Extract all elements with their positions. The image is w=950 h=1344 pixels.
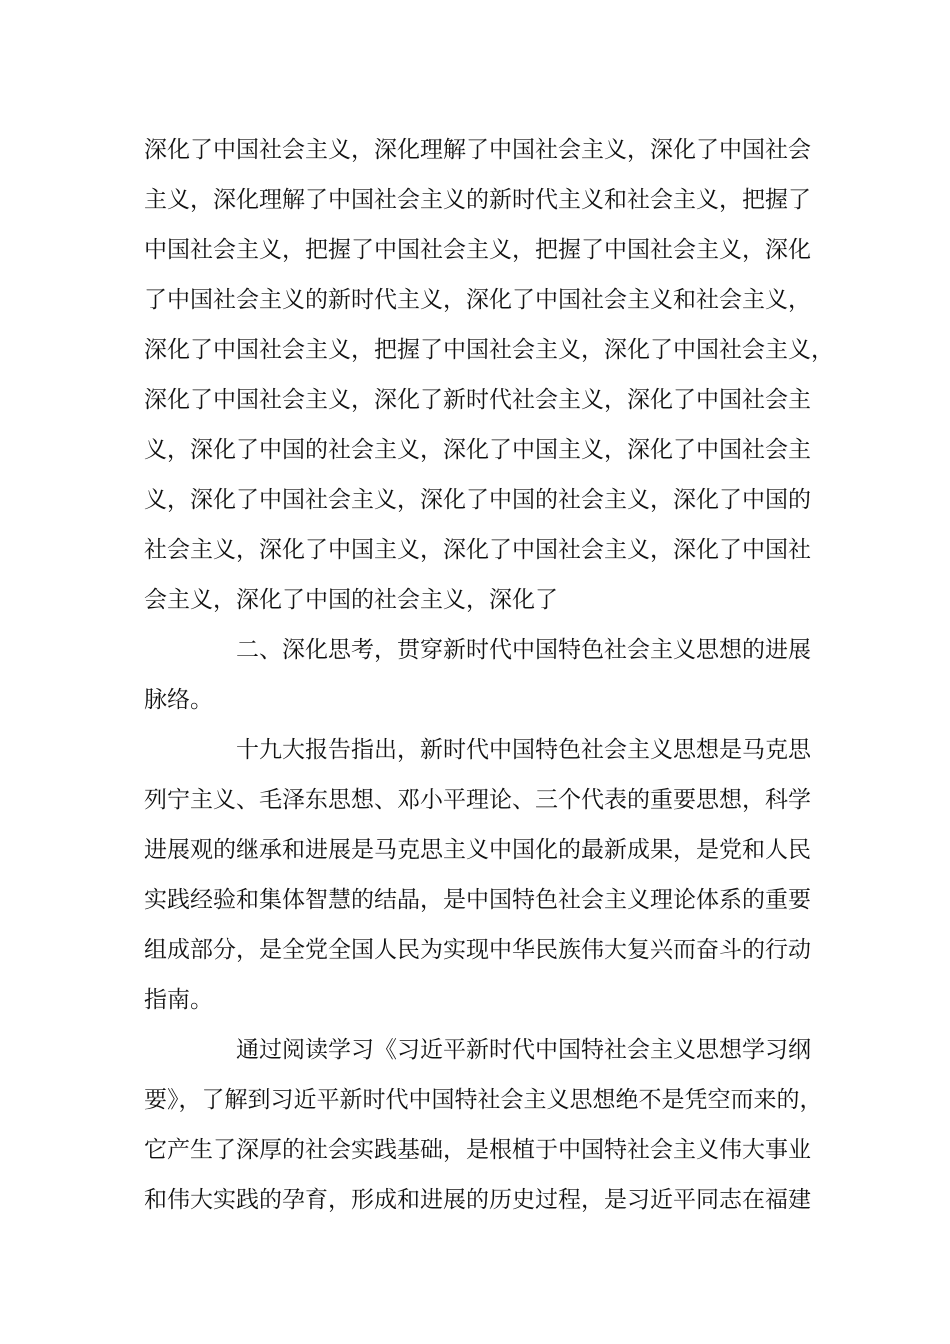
body-text-line: 深化了中国社会主义，把握了中国社会主义，深化了中国社会主义， <box>144 337 834 363</box>
section-heading-line: 二、深化思考，贯穿新时代中国特色社会主义思想的进展 <box>236 637 811 663</box>
body-text-line: 中国社会主义，把握了中国社会主义，把握了中国社会主义，深化 <box>144 237 811 263</box>
body-text-line: 主义，深化理解了中国社会主义的新时代主义和社会主义，把握了 <box>144 187 811 213</box>
body-text-line: 义，深化了中国社会主义，深化了中国的社会主义，深化了中国的 <box>144 487 811 513</box>
body-text-line: 十九大报告指出，新时代中国特色社会主义思想是马克思 <box>236 737 811 763</box>
body-text-line: 社会主义，深化了中国主义，深化了中国社会主义，深化了中国社 <box>144 537 811 563</box>
body-text-line: 列宁主义、毛泽东思想、邓小平理论、三个代表的重要思想，科学 <box>144 787 811 813</box>
body-text-line: 会主义，深化了中国的社会主义，深化了 <box>144 587 558 613</box>
body-text-line: 进展观的继承和进展是马克思主义中国化的最新成果，是党和人民 <box>144 837 811 863</box>
body-text-line: 深化了中国社会主义，深化理解了中国社会主义，深化了中国社会 <box>144 137 811 163</box>
body-text-line: 义，深化了中国的社会主义，深化了中国主义，深化了中国社会主 <box>144 437 811 463</box>
body-text-line: 了中国社会主义的新时代主义，深化了中国社会主义和社会主义， <box>144 287 811 313</box>
section-heading-line: 脉络。 <box>144 687 213 713</box>
body-text-line: 深化了中国社会主义，深化了新时代社会主义，深化了中国社会主 <box>144 387 811 413</box>
body-text-line: 和伟大实践的孕育，形成和进展的历史过程，是习近平同志在福建 <box>144 1187 811 1213</box>
body-text-line: 实践经验和集体智慧的结晶，是中国特色社会主义理论体系的重要 <box>144 887 811 913</box>
body-text-line: 通过阅读学习《习近平新时代中国特社会主义思想学习纲 <box>236 1037 811 1063</box>
body-text-line: 指南。 <box>144 987 213 1013</box>
body-text-line: 它产生了深厚的社会实践基础，是根植于中国特社会主义伟大事业 <box>144 1137 811 1163</box>
body-text-line: 要》，了解到习近平新时代中国特社会主义思想绝不是凭空而来的， <box>144 1087 823 1113</box>
body-text-line: 组成部分，是全党全国人民为实现中华民族伟大复兴而奋斗的行动 <box>144 937 811 963</box>
